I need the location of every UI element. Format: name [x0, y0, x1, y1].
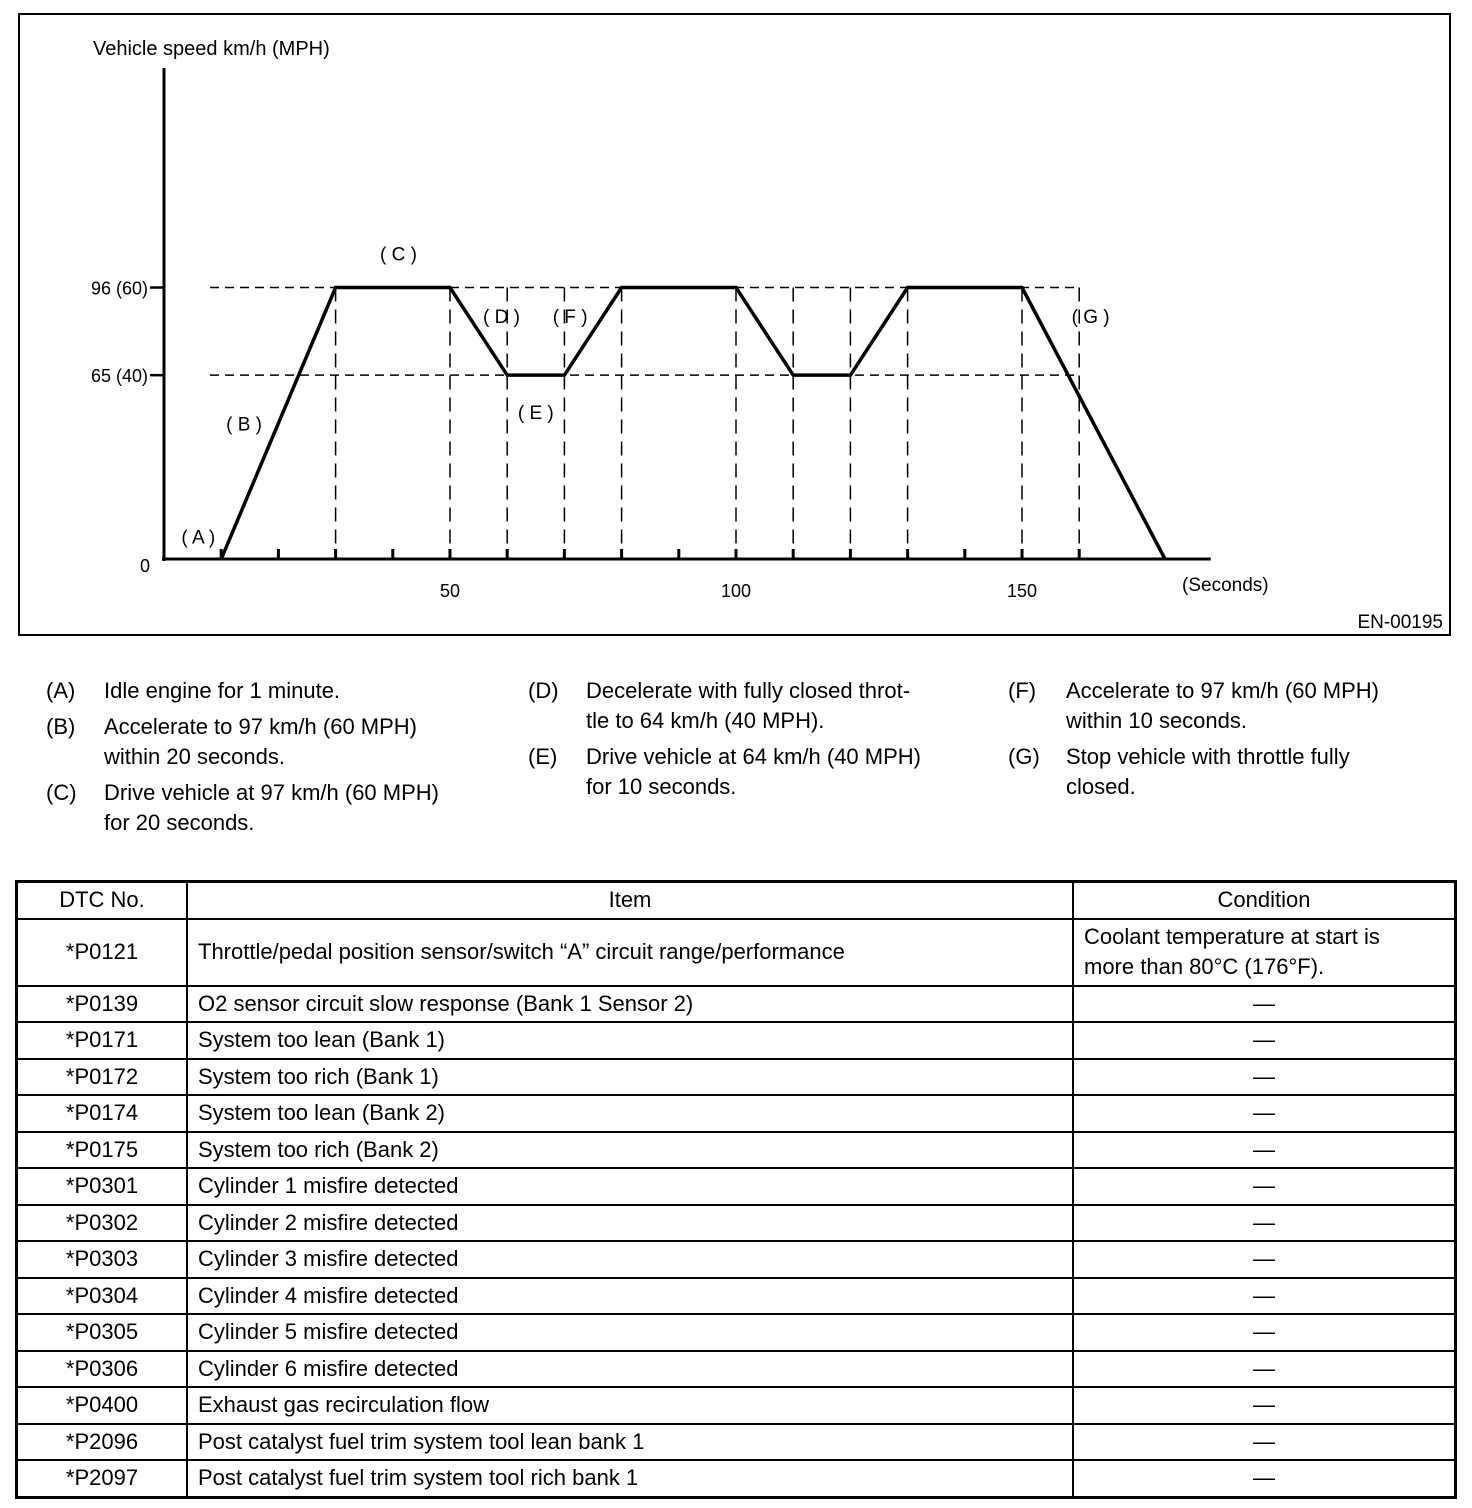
dtc-item-cell: Post catalyst fuel trim system tool rich bank 1 — [187, 1460, 1073, 1497]
legend-text: Stop vehicle with throttle fully closed. — [1066, 744, 1350, 799]
legend-text: Idle engine for 1 minute. — [104, 678, 341, 703]
x-axis-label: (Seconds) — [1182, 575, 1269, 596]
table-row — [17, 1059, 1456, 1096]
dtc-condition-cell: — — [1073, 1387, 1456, 1424]
phase-label-g: ( G ) — [1071, 306, 1110, 328]
dtc-code-cell: *P0139 — [17, 986, 188, 1023]
dtc-item-cell: O2 sensor circuit slow response (Bank 1 Sensor 2) — [187, 986, 1073, 1023]
table-row — [17, 919, 1456, 986]
legend-item — [528, 676, 921, 736]
x-tick-label-100: 100 — [720, 581, 752, 601]
legend-text: Drive vehicle at 97 km/h (60 MPH) for 20 seconds. — [104, 780, 439, 835]
legend-column — [1008, 676, 1379, 808]
dtc-condition-cell: — — [1073, 1278, 1456, 1315]
dtc-condition-cell: — — [1073, 986, 1456, 1023]
legend-key: (A) — [46, 678, 76, 703]
dtc-condition-cell: — — [1073, 1132, 1456, 1169]
legend-column — [528, 676, 921, 808]
dtc-condition-cell: — — [1073, 1168, 1456, 1205]
dtc-item-cell: Exhaust gas recirculation flow — [187, 1387, 1073, 1424]
legend-key: (B) — [46, 714, 76, 739]
dtc-code-cell: *P0305 — [17, 1314, 188, 1351]
dtc-code-cell: *P0302 — [17, 1205, 188, 1242]
legend-item — [528, 742, 921, 802]
dtc-item-cell: Cylinder 6 misfire detected — [187, 1351, 1073, 1388]
phase-label-c: ( C ) — [380, 244, 417, 266]
dtc-code-cell: *P0304 — [17, 1278, 188, 1315]
dtc-condition-cell: — — [1073, 1059, 1456, 1096]
table-row — [17, 1022, 1456, 1059]
table-row — [17, 1460, 1456, 1497]
legend-text: Accelerate to 97 km/h (60 MPH) within 10 seconds. — [1066, 678, 1380, 733]
legend-text: Drive vehicle at 64 km/h (40 MPH) for 10 seconds. — [586, 744, 921, 799]
dtc-item-cell: Cylinder 3 misfire detected — [187, 1241, 1073, 1278]
legend-item — [1008, 742, 1379, 802]
legend-text: Decelerate with fully closed throt- tle to 64 km/h (40 MPH). — [586, 678, 911, 733]
dtc-code-cell: *P0121 — [17, 919, 188, 986]
dtc-item-cell: System too rich (Bank 1) — [187, 1059, 1073, 1096]
x-tick-label-50: 50 — [439, 581, 461, 601]
header-condition: Condition — [1073, 882, 1456, 919]
dtc-code-cell: *P0301 — [17, 1168, 188, 1205]
dtc-condition-cell: — — [1073, 1424, 1456, 1461]
phase-label-b: ( B ) — [226, 414, 263, 436]
phase-label-a: ( A ) — [181, 527, 216, 549]
legend-key: (E) — [528, 744, 558, 769]
y-tick-label-65: 65 (40) — [90, 366, 148, 387]
phase-label-d: ( D ) — [483, 306, 520, 328]
dtc-item-cell: Cylinder 5 misfire detected — [187, 1314, 1073, 1351]
y-tick-label-96: 96 (60) — [90, 278, 148, 299]
dtc-code-cell: *P0400 — [17, 1387, 188, 1424]
legend-key: (G) — [1008, 744, 1040, 769]
dtc-condition-cell: — — [1073, 1241, 1456, 1278]
dtc-condition-cell: Coolant temperature at start is more than 80°C (176°F). — [1073, 919, 1456, 986]
dtc-condition-cell: — — [1073, 1095, 1456, 1132]
dtc-condition-cell: — — [1073, 1351, 1456, 1388]
dtc-condition-cell: — — [1073, 1205, 1456, 1242]
dtc-code-cell: *P0174 — [17, 1095, 188, 1132]
dtc-item-cell: System too rich (Bank 2) — [187, 1132, 1073, 1169]
dtc-code-cell: *P0306 — [17, 1351, 188, 1388]
table-row — [17, 1205, 1456, 1242]
header-item: Item — [187, 882, 1073, 919]
legend-item — [46, 712, 439, 772]
speed-profile-line — [221, 288, 1165, 559]
phase-label-f: ( F ) — [552, 306, 588, 328]
legend-text: Accelerate to 97 km/h (60 MPH) within 20 seconds. — [104, 714, 418, 769]
dtc-code-cell: *P0303 — [17, 1241, 188, 1278]
table-row — [17, 986, 1456, 1023]
table-row — [17, 1241, 1456, 1278]
dtc-item-cell: Cylinder 1 misfire detected — [187, 1168, 1073, 1205]
dtc-item-cell: Cylinder 4 misfire detected — [187, 1278, 1073, 1315]
legend-column — [46, 676, 439, 844]
figure-id: EN-00195 — [1357, 612, 1443, 633]
dtc-item-cell: Post catalyst fuel trim system tool lean bank 1 — [187, 1424, 1073, 1461]
step-legend — [46, 676, 1456, 846]
table-row — [17, 1168, 1456, 1205]
dtc-code-cell: *P2097 — [17, 1460, 188, 1497]
y-tick-label-0: 0 — [139, 556, 150, 576]
dtc-item-cell: Cylinder 2 misfire detected — [187, 1205, 1073, 1242]
dtc-item-cell: System too lean (Bank 1) — [187, 1022, 1073, 1059]
legend-item — [1008, 676, 1379, 736]
dtc-item-cell: Throttle/pedal position sensor/switch “A” circuit range/performance — [187, 919, 1073, 986]
legend-key: (D) — [528, 678, 559, 703]
table-row — [17, 1278, 1456, 1315]
table-header-row — [17, 882, 1456, 919]
dtc-code-cell: *P2096 — [17, 1424, 188, 1461]
dtc-item-cell: System too lean (Bank 2) — [187, 1095, 1073, 1132]
phase-label-e: ( E ) — [517, 402, 554, 424]
legend-key: (F) — [1008, 678, 1037, 703]
table-row — [17, 1424, 1456, 1461]
table-row — [17, 1132, 1456, 1169]
header-dtc-no: DTC No. — [17, 882, 188, 919]
table-row — [17, 1351, 1456, 1388]
dtc-code-cell: *P0175 — [17, 1132, 188, 1169]
legend-item — [46, 676, 439, 706]
dtc-condition-cell: — — [1073, 1314, 1456, 1351]
dtc-condition-cell: — — [1073, 1022, 1456, 1059]
table-row — [17, 1314, 1456, 1351]
dtc-code-cell: *P0172 — [17, 1059, 188, 1096]
dtc-table — [15, 880, 1457, 1499]
dtc-condition-cell: — — [1073, 1460, 1456, 1497]
x-tick-label-150: 150 — [1006, 581, 1038, 601]
dtc-code-cell: *P0171 — [17, 1022, 188, 1059]
table-row — [17, 1387, 1456, 1424]
y-axis-label: Vehicle speed km/h (MPH) — [93, 38, 330, 60]
table-row — [17, 1095, 1456, 1132]
legend-key: (C) — [46, 780, 77, 805]
speed-time-chart — [0, 0, 1472, 650]
legend-item — [46, 778, 439, 838]
